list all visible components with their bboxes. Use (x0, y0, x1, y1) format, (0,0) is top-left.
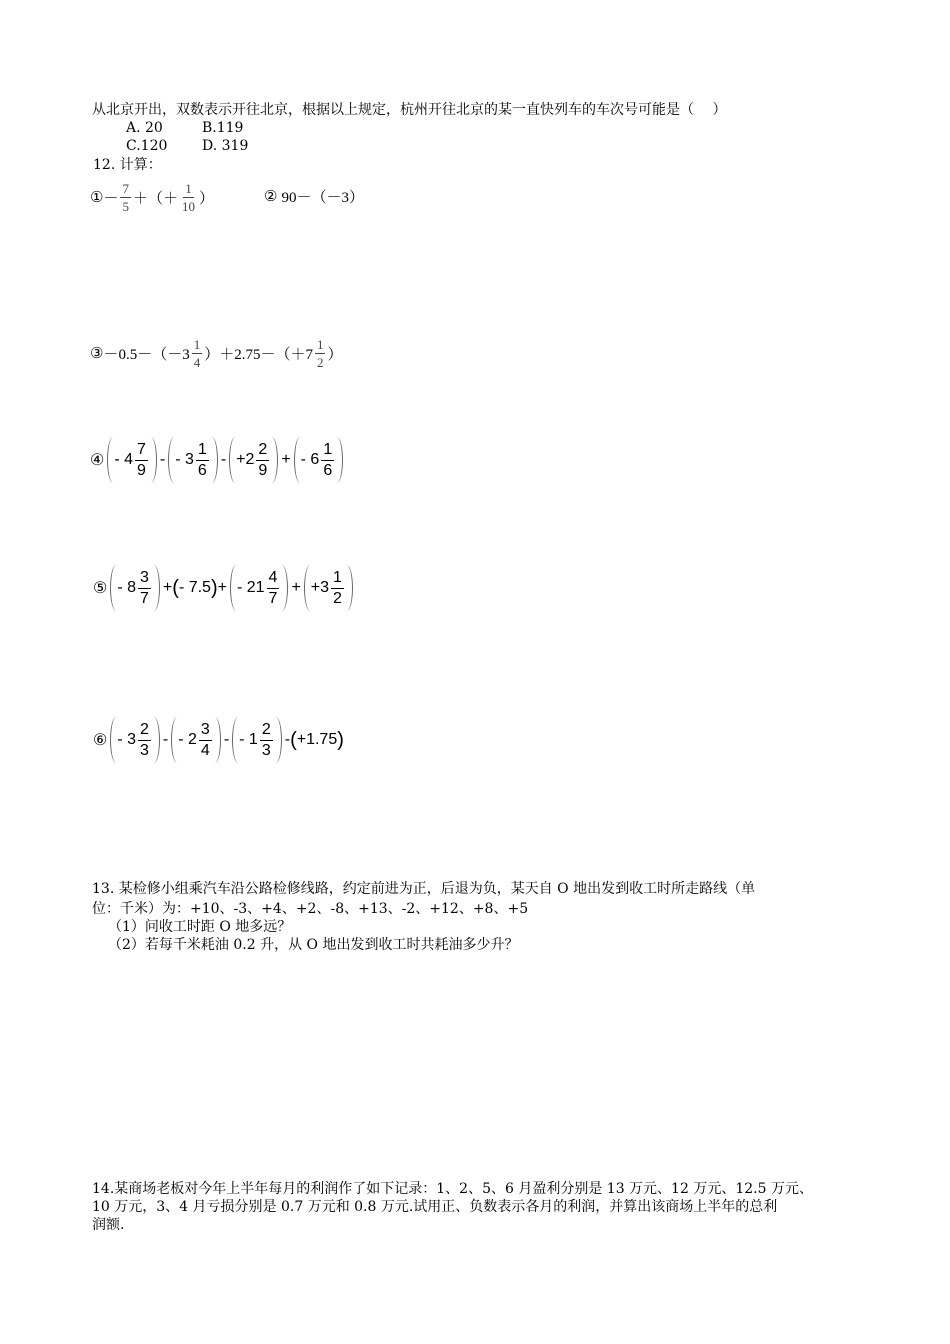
problem-2 (264, 184, 364, 208)
fraction-denominator: 4 (200, 741, 210, 759)
problem-5-term-3 (230, 565, 288, 611)
fraction (321, 442, 334, 479)
problem-4-term-2 (168, 437, 218, 483)
problem-4-index: ④ (90, 452, 105, 469)
problem-3-fraction-1 (192, 338, 203, 369)
problem-1-fraction-2 (180, 182, 197, 213)
q11-text: 从北京开出，双数表示开往北京，根据以上规定，杭州开往北京的某一直快列车的车次号可能是（ ） (92, 102, 727, 118)
problem-4-term-4 (294, 437, 344, 483)
fraction-numerator: 2 (260, 722, 273, 741)
fraction-denominator: 2 (333, 589, 342, 607)
operator: - (223, 731, 230, 748)
fraction-numerator: 1 (316, 336, 324, 352)
problem-2-index: ② (264, 188, 278, 205)
operator: + (217, 579, 227, 596)
fraction (199, 722, 212, 759)
problem-6-term-2 (171, 717, 221, 763)
operator: - (220, 451, 227, 468)
problem-3-index: ③ (90, 345, 104, 362)
fraction-denominator: 2 (316, 354, 324, 370)
operator: - (162, 731, 169, 748)
q13-line-1: 13. 某检修小组乘汽车沿公路检修线路，约定前进为正，后退为负，某天自 O 地出发到收工时所走路线（单 (92, 881, 756, 897)
fraction-numerator: 4 (267, 570, 280, 589)
fraction-numerator: 1 (196, 442, 209, 461)
fraction-numerator: 3 (138, 570, 151, 589)
fraction-numerator: 1 (321, 442, 334, 461)
fraction-denominator: 5 (122, 198, 129, 214)
problem-5-term-2: - 7.5 (178, 579, 211, 596)
fraction-denominator: 9 (258, 461, 268, 479)
fraction (135, 442, 148, 479)
problem-1 (90, 174, 214, 220)
problem-3-fraction-2 (315, 338, 326, 369)
whole-part: - 3 (117, 731, 137, 748)
problem-1-fraction-1 (120, 182, 131, 213)
problem-4-term-3 (229, 437, 278, 483)
whole-part: +3 (310, 579, 330, 596)
fraction (138, 570, 151, 607)
fraction (267, 570, 280, 607)
q13-line-2: 位：千米）为：+10、-3、+4、+2、-8、+13、-2、+12、+8、+5 (92, 901, 529, 917)
whole-part: - 21 (236, 579, 265, 596)
q11-option-c: C.120 (126, 138, 168, 154)
whole-part: - 2 (178, 731, 197, 748)
q14-line-3: 润额. (92, 1217, 125, 1233)
fraction-numerator: 7 (122, 180, 129, 196)
whole-part: +2 (236, 451, 255, 468)
operator: + (162, 579, 173, 596)
problem-1-op1: － (103, 190, 119, 207)
right-paren: ) (337, 728, 344, 751)
right-paren: ) (210, 576, 218, 599)
q11-option-a: A. 20 (126, 120, 163, 136)
fraction-denominator: 6 (323, 461, 333, 479)
fraction-numerator: 3 (199, 722, 212, 741)
problem-6-index: ⑥ (93, 732, 108, 749)
operator: + (291, 579, 301, 596)
fraction (331, 570, 344, 607)
fraction-numerator: 2 (256, 442, 269, 461)
fraction-denominator: 7 (268, 589, 278, 607)
whole-part: - 8 (117, 579, 137, 596)
operator: - (284, 731, 291, 748)
fraction (196, 442, 209, 479)
problem-3-part-b: ）＋2.75－（＋7 (204, 346, 313, 363)
problem-3 (90, 330, 343, 376)
problem-5-index: ⑤ (93, 580, 108, 597)
problem-1-op2: ＋（＋ (132, 190, 178, 207)
problem-4 (90, 436, 346, 484)
problem-6 (93, 716, 344, 764)
whole-part: - 3 (175, 451, 194, 468)
fraction-denominator: 4 (193, 354, 201, 370)
operator: + (281, 451, 291, 468)
fraction (138, 722, 151, 759)
fraction-numerator: 1 (185, 180, 192, 196)
problem-6-term-3 (232, 717, 282, 763)
fraction-denominator: 7 (140, 589, 149, 607)
problem-2-expression: 90－（－3） (281, 189, 364, 206)
problem-5-term-1 (110, 565, 160, 611)
problem-5 (93, 564, 356, 612)
left-paren: ( (172, 576, 179, 599)
problem-6-term-1 (110, 717, 160, 763)
fraction-numerator: 2 (138, 722, 151, 741)
q11-option-d: D. 319 (202, 138, 249, 154)
fraction-denominator: 10 (181, 198, 195, 214)
fraction-denominator: 3 (261, 741, 271, 759)
fraction-denominator: 9 (137, 461, 146, 479)
problem-6-term-4: +1.75 (296, 731, 338, 748)
whole-part: - 6 (300, 451, 320, 468)
q13-sub-question-1: （1）问收工时距 O 地多远？ (108, 919, 292, 935)
fraction-numerator: 7 (135, 442, 148, 461)
problem-4-term-1 (107, 437, 157, 483)
fraction-numerator: 1 (193, 336, 201, 352)
q14-line-2: 10 万元，3、4 月亏损分别是 0.7 万元和 0.8 万元.试用正、负数表示各月的利润，并算出该商场上半年的总利 (92, 1199, 778, 1215)
problem-1-close: ） (198, 190, 214, 207)
fraction (260, 722, 273, 759)
q11-option-b: B.119 (202, 120, 244, 136)
q13-sub-question-2: （2）若每千米耗油 0.2 升，从 O 地出发到收工时共耗油多少升？ (108, 937, 519, 953)
q14-line-1: 14.某商场老板对今年上半年每月的利润作了如下记录：1、2、5、6 月盈利分别是 13 万元、12 万元、12.5 万元、 (92, 1181, 813, 1197)
problem-1-index: ① (90, 189, 104, 206)
whole-part: - 4 (114, 451, 134, 468)
q12-title: 12. 计算： (93, 157, 162, 173)
left-paren: ( (290, 728, 297, 751)
fraction (256, 442, 269, 479)
fraction-denominator: 3 (140, 741, 149, 759)
fraction-numerator: 1 (331, 570, 344, 589)
problem-5-term-4 (304, 565, 353, 611)
problem-3-part-a: －0.5－（－3 (103, 346, 190, 363)
whole-part: - 1 (239, 731, 258, 748)
problem-3-close: ） (327, 346, 343, 363)
fraction-denominator: 6 (197, 461, 207, 479)
operator: - (159, 451, 166, 468)
